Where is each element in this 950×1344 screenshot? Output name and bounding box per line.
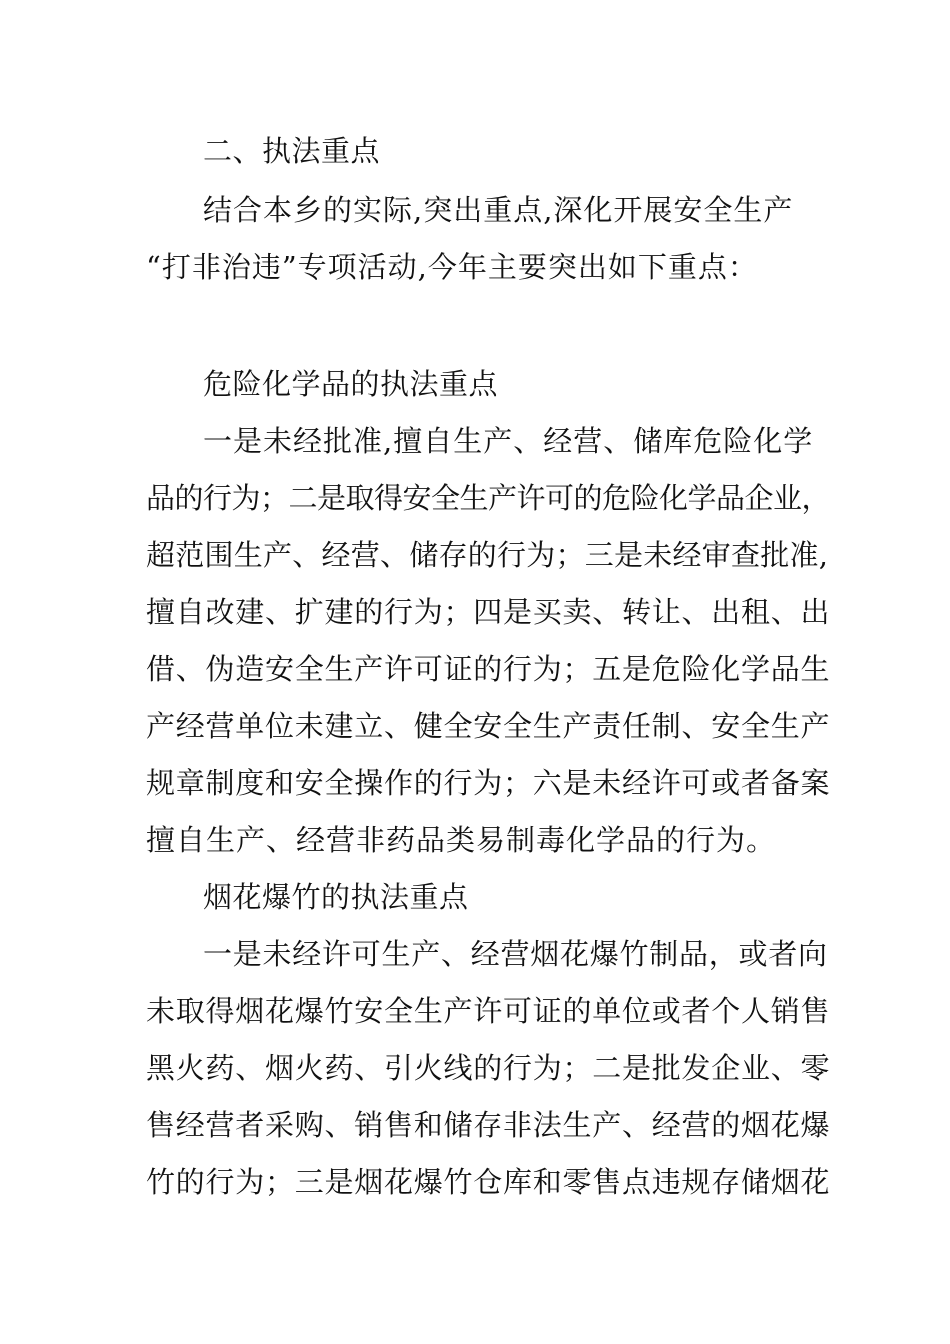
hazardous-chemicals-line: 擅自改建、扩建的行为；四是买卖、转让、出租、出 <box>146 595 831 629</box>
fireworks-line: 未取得烟花爆竹安全生产许可证的单位或者个人销售 <box>146 994 831 1028</box>
hazardous-chemicals-line: 产经营单位未建立、健全安全生产责任制、安全生产 <box>146 709 831 743</box>
hazardous-chemicals-heading: 危险化学品的执法重点 <box>203 367 499 401</box>
hazardous-chemicals-line: 规章制度和安全操作的行为；六是未经许可或者备案 <box>146 766 831 800</box>
hazardous-chemicals-line: 擅自生产、经营非药品类易制毒化学品的行为。 <box>146 823 777 857</box>
hazardous-chemicals-line: 一是未经批准,擅自生产、经营、储库危险化学 <box>203 424 814 458</box>
hazardous-chemicals-line: 超范围生产、经营、储存的行为；三是未经审查批准, <box>146 538 829 572</box>
fireworks-heading: 烟花爆竹的执法重点 <box>203 880 469 914</box>
hazardous-chemicals-line: 品的行为；二是取得安全生产许可的危险化学品企业， <box>146 481 831 515</box>
section-heading: 二、执法重点 <box>203 134 381 168</box>
hazardous-chemicals-line: 借、伪造安全生产许可证的行为；五是危险化学品生 <box>146 652 831 686</box>
intro-line: 结合本乡的实际,突出重点,深化开展安全生产 <box>203 193 794 227</box>
fireworks-line: 售经营者采购、销售和储存非法生产、经营的烟花爆 <box>146 1108 831 1142</box>
fireworks-line: 竹的行为；三是烟花爆竹仓库和零售点违规存储烟花 <box>146 1165 831 1199</box>
fireworks-line: 一是未经许可生产、经营烟花爆竹制品，或者向 <box>203 937 828 971</box>
intro-line: “打非治违”专项活动,今年主要突出如下重点： <box>146 250 758 284</box>
fireworks-line: 黑火药、烟火药、引火线的行为；二是批发企业、零 <box>146 1051 831 1085</box>
